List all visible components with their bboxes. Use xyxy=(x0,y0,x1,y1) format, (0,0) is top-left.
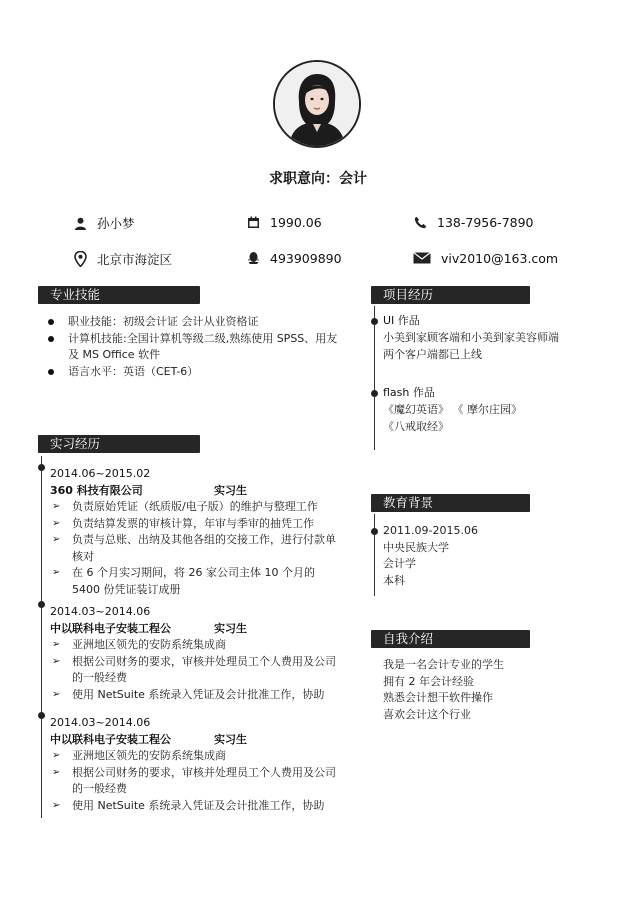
timeline-dot xyxy=(371,390,378,397)
bullet-dot-icon xyxy=(48,369,54,375)
calendar-icon xyxy=(245,214,261,230)
internship-bullet: ➢ 亚洲地区领先的安防系统集成商 xyxy=(50,748,350,765)
phone-icon xyxy=(412,214,428,230)
email-value: viv2010@163.com xyxy=(441,250,559,266)
arrow-bullet-icon: ➢ xyxy=(52,517,61,529)
arrow-bullet-icon: ➢ xyxy=(52,501,61,512)
internship-date: 2014.03~2014.06 xyxy=(50,716,151,729)
project-line: 《八戒取经》 xyxy=(383,419,449,433)
contact-email xyxy=(412,250,558,266)
timeline-dot xyxy=(38,712,45,719)
education-school: 中央民族大学 xyxy=(383,540,449,554)
contact-qq xyxy=(245,250,342,266)
section-header-internship: 实习经历 xyxy=(38,435,200,453)
arrow-bullet-icon: ➢ xyxy=(52,799,61,811)
internship-item xyxy=(50,467,350,598)
skill-item: 语言水平：英语（CET-6） xyxy=(48,364,348,381)
internship-bullet: ➢ 负责与总账、出纳及其他各组的交接工作，进行付款单核对 xyxy=(52,533,336,563)
contact-location xyxy=(72,250,172,268)
education-major: 会计学 xyxy=(383,557,416,570)
skill-item: 职业技能：初级会计证 会计从业资格证 xyxy=(48,314,348,331)
skill-item: 计算机技能:全国计算机等级二级,熟练使用 SPSS、用友及 MS Office 软件 xyxy=(48,331,348,364)
location-pin-icon xyxy=(72,251,88,267)
internship-bullet: ➢ 根据公司财务的要求，审核并处理员工个人费用及公司的一般经费 xyxy=(52,654,336,684)
internship-item xyxy=(50,605,350,703)
internship-header xyxy=(50,482,350,498)
education-degree: 本科 xyxy=(383,573,405,587)
project-title: flash 作品 xyxy=(383,386,435,399)
internship-bullet: ➢ 亚洲地区领先的安防系统集成商 xyxy=(50,637,350,654)
internship-bullet: ➢ 使用 NetSuite 系统录入凭证及会计批准工作，协助 xyxy=(50,687,350,704)
section-header-about: 自我介绍 xyxy=(371,630,530,648)
envelope-icon xyxy=(412,250,432,266)
about-block xyxy=(383,657,583,723)
contact-birth xyxy=(245,214,322,230)
arrow-bullet-icon: ➢ xyxy=(52,534,61,545)
internship-bullet: ➢ 使用 NetSuite 系统录入凭证及会计批准工作，协助 xyxy=(50,798,350,815)
arrow-bullet-icon: ➢ xyxy=(52,655,61,667)
section-header-skills: 专业技能 xyxy=(38,286,200,304)
location-value: 北京市海淀区 xyxy=(97,252,173,267)
about-line: 熟悉会计想干软件操作 xyxy=(383,691,493,704)
phone-value: 138-7956-7890 xyxy=(437,214,534,230)
internship-bullet: ➢ 负责结算发票的审核计算，年审与季审的抽凭工作 xyxy=(50,516,350,533)
skills-list xyxy=(48,314,348,380)
arrow-bullet-icon: ➢ xyxy=(52,688,61,700)
name-value: 孙小梦 xyxy=(97,216,135,231)
internship-date: 2014.06~2015.02 xyxy=(50,467,151,480)
project-line: 小美到家顾客端和小美到家美容师端 xyxy=(383,331,559,344)
bullet-dot-icon xyxy=(48,319,54,325)
profile-photo xyxy=(273,60,361,148)
contact-phone xyxy=(412,214,534,230)
about-line: 我是一名会计专业的学生 xyxy=(383,658,504,671)
person-icon xyxy=(72,215,88,231)
internship-company: 中以联科电子安装工程公 xyxy=(50,733,171,746)
section-header-projects: 项目经历 xyxy=(371,286,530,304)
project-item-flash xyxy=(383,384,583,435)
internship-item xyxy=(50,716,350,814)
internship-date: 2014.03~2014.06 xyxy=(50,605,151,618)
about-line: 拥有 2 年会计经验 xyxy=(383,674,474,688)
project-line: 两个客户端都已上线 xyxy=(383,347,482,361)
internship-bullet: ➢ 在 6 个月实习期间，将 26 家公司主体 10 个月的 5400 份凭证装订成册 xyxy=(52,566,315,596)
arrow-bullet-icon: ➢ xyxy=(52,639,61,650)
qq-value: 493909890 xyxy=(270,250,342,266)
job-objective: 求职意向：会计 xyxy=(269,171,367,187)
about-line: 喜欢会计这个行业 xyxy=(383,707,471,721)
education-block xyxy=(383,523,583,589)
timeline-dot xyxy=(38,464,45,471)
contact-name xyxy=(72,214,135,232)
section-header-education: 教育背景 xyxy=(371,494,530,512)
internship-role: 实习生 xyxy=(214,733,247,746)
birth-value: 1990.06 xyxy=(270,214,322,230)
internship-bullet: ➢ 负责原始凭证（纸质版/电子版）的维护与整理工作 xyxy=(50,499,350,516)
projects-timeline-line xyxy=(374,306,375,450)
education-dates: 2011.09-2015.06 xyxy=(383,524,478,537)
project-title: UI 作品 xyxy=(383,314,420,327)
internship-timeline-line xyxy=(41,456,42,818)
timeline-dot xyxy=(371,528,378,535)
bullet-dot-icon xyxy=(48,336,54,342)
internship-bullet: ➢ 根据公司财务的要求，审核并处理员工个人费用及公司的一般经费 xyxy=(52,765,336,795)
internship-role: 实习生 xyxy=(214,484,247,497)
project-line: 《魔幻英语》 《 摩尔庄园》 xyxy=(383,403,522,416)
internship-company: 中以联科电子安装工程公 xyxy=(50,622,171,635)
arrow-bullet-icon: ➢ xyxy=(52,567,61,578)
internship-header xyxy=(50,731,350,747)
internship-company: 360 科技有限公司 xyxy=(50,484,143,497)
timeline-dot xyxy=(38,601,45,608)
education-timeline-line xyxy=(374,514,375,596)
qq-penguin-icon xyxy=(245,250,261,266)
internship-role: 实习生 xyxy=(214,622,247,635)
timeline-dot xyxy=(371,318,378,325)
arrow-bullet-icon: ➢ xyxy=(52,766,61,778)
internship-header xyxy=(50,620,350,636)
project-item-ui xyxy=(383,312,583,363)
arrow-bullet-icon: ➢ xyxy=(52,750,61,761)
